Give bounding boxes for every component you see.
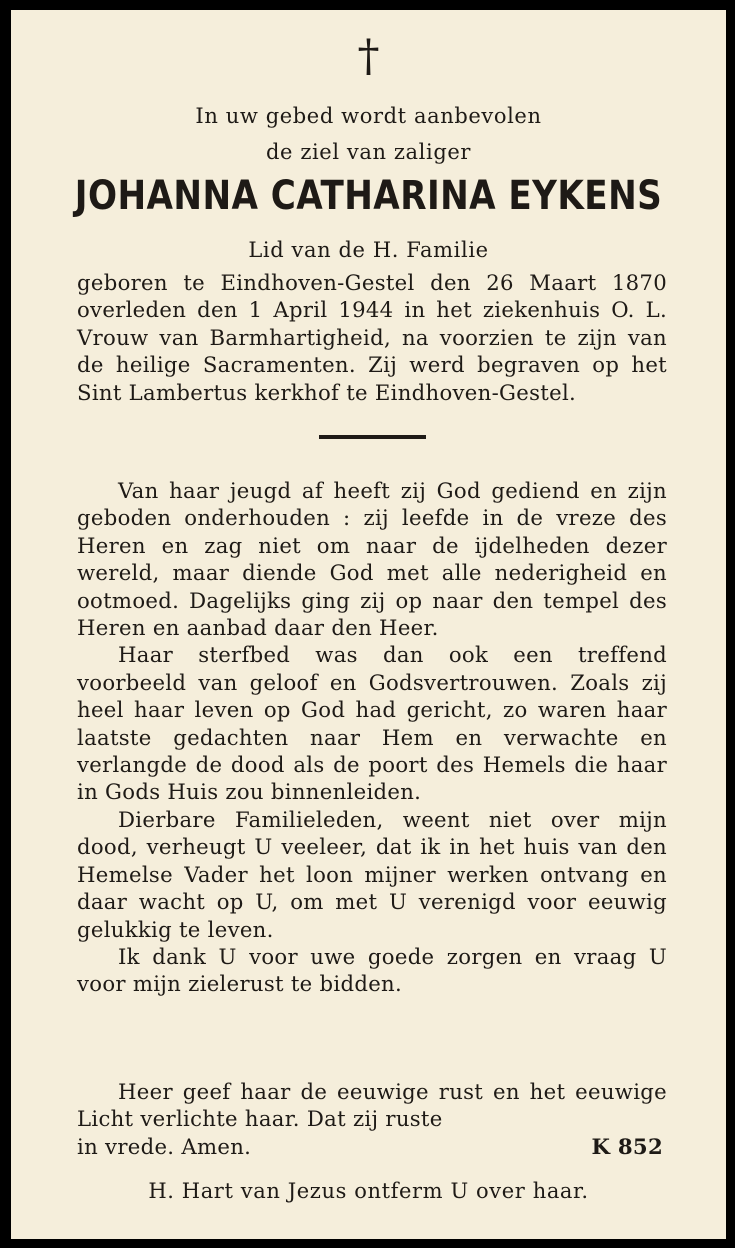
intro-line-2: de ziel van zaliger (265, 140, 472, 164)
memorial-card (11, 10, 726, 1239)
card-code: K 852 (591, 1133, 663, 1159)
prayer-line: Heer geef haar de eeuwige rust en het eeuwige Licht verlichte haar. Dat zij ruste (77, 1079, 667, 1132)
biography-text (77, 269, 667, 406)
paragraph-youth: Van haar jeugd af heeft zij God gediend en zijn geboden onderhouden : zij leefde in de vreze des Heren en zag niet om naar de ijdelheden dezer wereld, maar diende God met alle nederigheid en ootmoed. Dagelijks ging zij op naar den tempel des Heren en aanbad daar den Heer. (77, 478, 667, 641)
paragraph-family: Dierbare Familieleden, weent niet over mijn dood, verheugt U veeleer, dat ik in het huis van den Hemelse Vader het loon mijner werken ontvang en daar wacht op U, om met U verenigd voor eeuwig gelukkig te leven. (77, 806, 667, 942)
intro-line-1: In uw gebed wordt aanbevolen (195, 104, 542, 128)
biography-paragraph: geboren te Eindhoven-Gestel den 26 Maart 1870 overleden den 1 April 1944 in het ziekenhuis O. L. Vrouw van Barmhartigheid, na voorzien te zijn van de heilige Sacramenten. Zij werd begraven op het Sint Lambertus kerkhof te Eindhoven-Gestel. (77, 270, 667, 405)
cross-icon: † (357, 31, 380, 82)
paragraph-deathbed: Haar sterfbed was dan ook een treffend voorbeeld van geloof en Godsvertrouwen. Zoals zij heel haar leven op God had gericht, zo waren haar laatste gedachten naar Hem en verwachte en verlangde de dood als de poort des Hemels die haar in Gods Huis zou binnenleiden. (77, 642, 667, 805)
membership-line: Lid van de H. Familie (248, 238, 489, 262)
prayer-end: in vrede. Amen. (77, 1133, 252, 1159)
paragraph-thanks: Ik dank U voor uwe goede zorgen en vraag U voor mijn zielerust te bidden. (77, 943, 667, 997)
deceased-name: JOHANNA CATHARINA EYKENS (74, 173, 663, 219)
meditation-text (77, 477, 667, 998)
divider (319, 435, 426, 439)
closing-invocation: H. Hart van Jezus ontferm U over haar. (148, 1179, 589, 1203)
prayer-text (77, 1078, 667, 1160)
prayer-end-line (77, 1133, 667, 1160)
